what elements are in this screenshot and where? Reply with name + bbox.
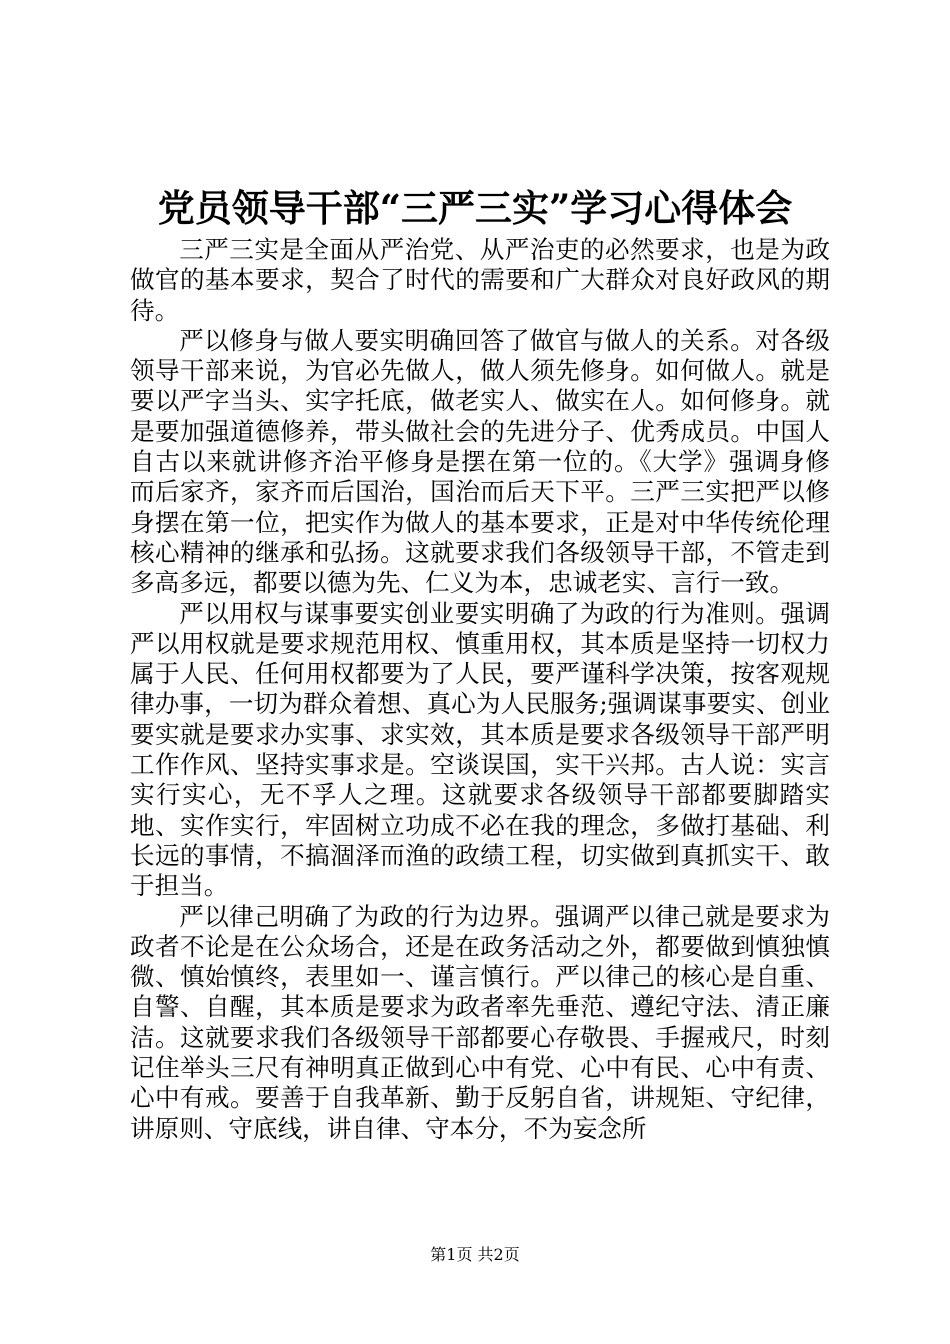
- document-title: 党员领导干部“三严三实”学习心得体会: [157, 186, 793, 230]
- page-footer: 第1页 共2页: [430, 1245, 520, 1264]
- paragraph-self-cultivation: 严以修身与做人要实明确回答了做官与做人的关系。对各级领导干部来说，为官必先做人，做人须先修身。如何做人。就是要以严字当头、实字托底，做老实人、做实在人。如何修身。就是要加强道德修养，带头做社会的先进分子、优秀成员。中国人自古以来就讲修齐治平修身是摆在第一位的。《大学》强调身修而后家齐，家齐而后国治，国治而后天下平。三严三实把严以修身摆在第一位，把实作为做人的基本要求，正是对中华传统伦理核心精神的继承和弘扬。这就要求我们各级领导干部，不管走到多高多远，都要以德为先、仁义为本，忠诚老实、言行一致。: [130, 325, 830, 598]
- paragraph-use-of-power: 严以用权与谋事要实创业要实明确了为政的行为准则。强调严以用权就是要求规范用权、慎重用权，其本质是坚持一切权力属于人民、任何用权都要为了人民，要严谨科学决策，按客观规律办事，一切为群众着想、真心为人民服务;强调谋事要实、创业要实就是要求办实事、求实效，其本质是要求各级领导干部严明工作作风、坚持实事求是。空谈误国，实干兴邦。古人说：实言实行实心，无不孚人之理。这就要求各级领导干部都要脚踏实地、实作实行，牢固树立功成不必在我的理念，多做打基础、利长远的事情，不搞涸泽而渔的政绩工程，切实做到真抓实干、敢于担当。: [130, 598, 830, 901]
- document-body: [130, 235, 830, 1144]
- paragraph-self-discipline: 严以律己明确了为政的行为边界。强调严以律己就是要求为政者不论是在公众场合，还是在政务活动之外，都要做到慎独慎微、慎始慎终，表里如一、谨言慎行。严以律己的核心是自重、自警、自醒，其本质是要求为政者率先垂范、遵纪守法、清正廉洁。这就要求我们各级领导干部都要心存敬畏、手握戒尺，时刻记住举头三尺有神明真正做到心中有党、心中有民、心中有责、心中有戒。要善于自我革新、勤于反躬自省，讲规矩、守纪律，讲原则、守底线，讲自律、守本分，不为妄念所: [130, 901, 830, 1143]
- paragraph-intro: 三严三实是全面从严治党、从严治吏的必然要求，也是为政做官的基本要求，契合了时代的需要和广大群众对良好政风的期待。: [130, 235, 830, 325]
